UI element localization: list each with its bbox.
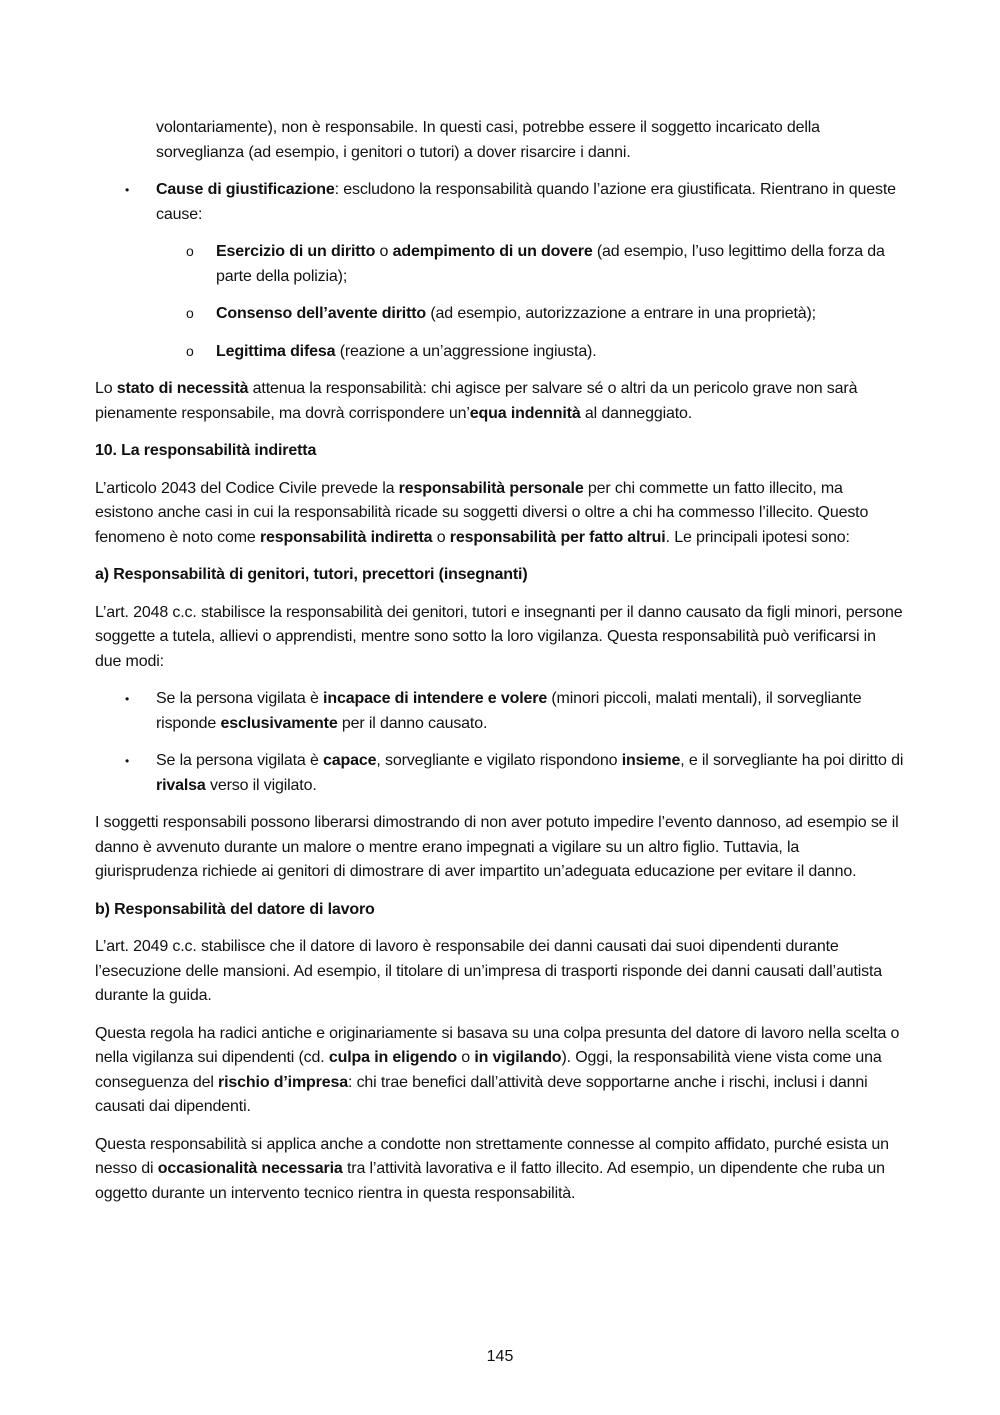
bullet-marker: • [125, 692, 130, 706]
section-heading: 10. La responsabilità indiretta [95, 442, 317, 459]
paragraph-stato-necessita: Lo stato di necessità attenua la responsabilità: chi agisce per salvare sé o altri da un pericolo grave non sarà pienamente responsabile, ma dovrà corrispondere un’equa indennità al danneggiato. [95, 380, 858, 422]
sub-item-legittima-difesa: o Legittima difesa (reazione a un’aggressione ingiusta). [95, 340, 905, 365]
sub-bullet-marker: o [186, 243, 194, 259]
paragraph-condotte: Questa responsabilità si applica anche a condotte non strettamente connesse al compito affidato, purché esista un nesso di occasionalità necessaria tra l’attività lavorativa e il fatto illecito. Ad esempio, un dipendente che ruba un oggetto durante un intervento tecnico rientra in questa responsabilità. [95, 1135, 889, 1202]
sub-bullet-marker: o [186, 342, 194, 359]
bullet-cause-giustificazione: • Cause di giustificazione: escludono la responsabilità quando l’azione era giustificata. Rientrano in queste cause: [95, 178, 905, 227]
paragraph-art-2049: L’art. 2049 c.c. stabilisce che il datore di lavoro è responsabile dei danni causati dai suoi dipendenti durante l’esecuzione delle mansioni. Ad esempio, il titolare di un’impresa di trasporti risponde dei danni causati dall’autista durante la guida. [95, 938, 883, 1004]
bullet-marker: • [125, 754, 130, 768]
sub-item-esercizio: o Esercizio di un diritto o adempimento di un dovere (ad esempio, l’uso legittimo della forza da parte della polizia); [95, 240, 905, 289]
continued-text: volontariamente), non è responsabile. In questi casi, potrebbe essere il soggetto incaricato della sorveglianza (ad esempio, i genitori o tutori) a dover risarcire i danni. [156, 119, 820, 161]
bullet-capace: • Se la persona vigilata è capace, sorvegliante e vigilato rispondono insieme, e il sorvegliante ha poi diritto di rivalsa verso il vigilato. [95, 749, 905, 798]
paragraph-soggetti-responsabili: I soggetti responsabili possono liberarsi dimostrando di non aver potuto impedire l’evento dannoso, ad esempio se il danno è avvenuto durante un malore o mentre erano impegnati a vigilare su un altro figlio. Tuttavia, la giurisprudenza richiede ai genitori di dimostrare di aver impartito un’adeguata educazione per evitare il danno. [95, 814, 899, 880]
page-number: 145 [486, 1348, 514, 1365]
sub-item-consenso: o Consenso dell’avente diritto (ad esempio, autorizzazione a entrare in una proprietà); [95, 302, 905, 327]
sub-bullet-marker: o [186, 305, 194, 321]
paragraph-regola: Questa regola ha radici antiche e originariamente si basava su una colpa presunta del datore di lavoro nella scelta o nella vigilanza sui dipendenti (cd. culpa in eligendo o in vigilando). Oggi, la responsabilità viene vista come una conseguenza del rischio d’impresa: chi trae benefici dall’attività deve sopportarne anche i rischi, inclusi i danni causati dai dipendenti. [95, 1024, 900, 1115]
bullet-incapace: • Se la persona vigilata è incapace di intendere e volere (minori piccoli, malati mentali), il sorvegliante risponde esclusivamente per il danno causato. [95, 687, 905, 736]
paragraph-art-2043: L’articolo 2043 del Codice Civile prevede la responsabilità personale per chi commette un fatto illecito, ma esistono anche casi in cui la responsabilità ricade su soggetti diversi o oltre a chi ha commesso l’illecito. Questo fenomeno è noto come responsabilità indiretta o responsabilità per fatto altrui. Le principali ipotesi sono: [95, 479, 869, 546]
bullet-marker: • [125, 183, 130, 197]
document-page [95, 116, 905, 1219]
paragraph-art-2048: L’art. 2048 c.c. stabilisce la responsabilità dei genitori, tutori e insegnanti per il danno causato da figli minori, persone soggette a tutela, allievi o apprendisti, mentre sono sotto la loro vigilanza. Questa responsabilità può verificarsi in due modi: [95, 603, 903, 670]
subsection-heading-b: b) Responsabilità del datore di lavoro [95, 900, 375, 918]
subsection-heading-a: a) Responsabilità di genitori, tutori, precettori (insegnanti) [95, 566, 528, 583]
